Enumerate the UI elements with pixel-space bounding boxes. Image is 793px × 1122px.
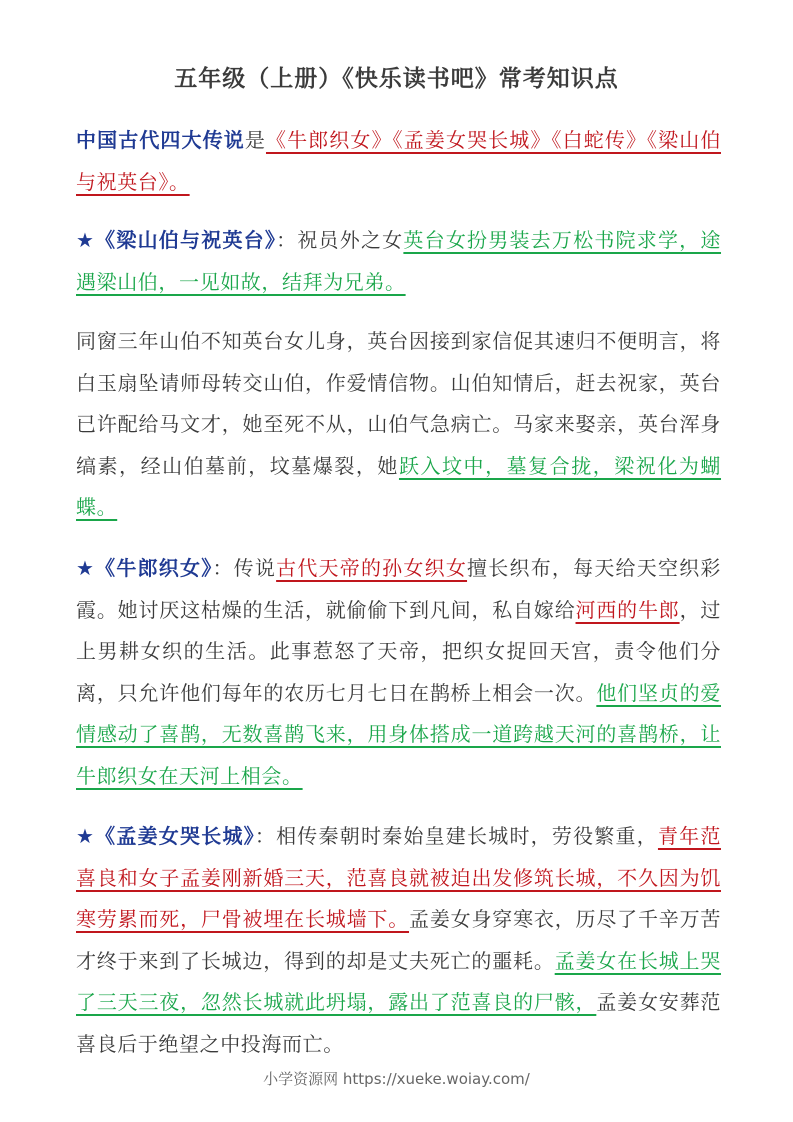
section-liang-zhu (76, 220, 721, 303)
intro-connector: 是 (244, 128, 266, 152)
section-liang-zhu-continued (76, 321, 721, 529)
red-highlight: 河西的牛郎 (575, 597, 680, 622)
body-text: ，过上男耕女织的生活。此事惹怒了天帝，把织女捉回天宫，责令他们分离，只允许他们每年的农历七月七日在鹊桥上相会一次。 (76, 597, 722, 705)
body-text: 祝员外之女 (297, 228, 404, 252)
star-icon: ★ (76, 824, 96, 848)
intro-paragraph (76, 120, 721, 203)
heading-colon: ： (276, 228, 298, 252)
green-highlight: 他们坚贞的爱情感动了喜鹊，无数喜鹊飞来，用身体搭成一道跨越天河的喜鹊桥，让牛郎织女在天河上相会。 (76, 680, 721, 788)
body-text: 同窗三年山伯不知英台女儿身，英台因接到家信促其速归不便明言，将白玉扇坠请师母转交山伯，作爱情信物。山伯知情后，赶去祝家，英台已许配给马文才，她至死不从，山伯气急病亡。马家来娶亲，英台浑身缟素，经山伯墓前，坟墓爆裂，她 (76, 329, 721, 478)
body-text: 孟姜女身穿寒衣，历尽了千辛万苦才终于来到了长城边，得到的却是丈夫死亡的噩耗。 (76, 907, 721, 973)
body-text: 擅长织布，每天给天空织彩霞。她讨厌这枯燥的生活，就偷偷下到凡间，私自嫁给 (76, 556, 722, 622)
heading-colon: ： (254, 824, 277, 848)
body-text: 相传秦朝时秦始皇建长城时，劳役繁重， (276, 824, 658, 848)
footer-watermark: 小学资源网 https://xueke.woiay.com/ (263, 1070, 530, 1088)
green-highlight: 英台女扮男装去万松书院求学，途遇梁山伯，一见如故，结拜为兄弟。 (76, 228, 722, 294)
section-heading: 《孟姜女哭长城》 (95, 824, 255, 848)
intro-lead: 中国古代四大传说 (76, 128, 245, 152)
star-icon: ★ (76, 228, 96, 252)
intro-legend-list: 《牛郎织女》《孟姜女哭长城》《白蛇传》《梁山伯与祝英台》。 (76, 128, 721, 194)
page-title: 五年级（上册）《快乐读书吧》常考知识点 (174, 66, 619, 92)
green-highlight: 跃入坟中，墓复合拢，梁祝化为蝴蝶。 (76, 453, 722, 519)
body-text: 传说 (233, 556, 277, 580)
section-niulang-zhinv (76, 548, 721, 797)
star-icon: ★ (76, 556, 96, 580)
green-highlight: 孟姜女在长城上哭了三天三夜，忽然长城就此坍塌，露出了范喜良的尸骸， (76, 948, 721, 1014)
body-text: 孟姜女安葬范喜良后于绝望之中投海而亡。 (76, 990, 721, 1056)
section-mengjiangnv (76, 816, 721, 1065)
red-highlight: 古代天帝的孙女织女 (276, 556, 468, 580)
section-heading: 《梁山伯与祝英台》 (95, 228, 277, 252)
red-highlight: 青年范喜良和女子孟姜刚新婚三天，范喜良就被迫出发修筑长城，不久因为饥寒劳累而死，尸骨被埋在长城墙下。 (76, 824, 721, 931)
section-heading: 《牛郎织女》 (95, 556, 213, 580)
heading-colon: ： (212, 556, 234, 580)
